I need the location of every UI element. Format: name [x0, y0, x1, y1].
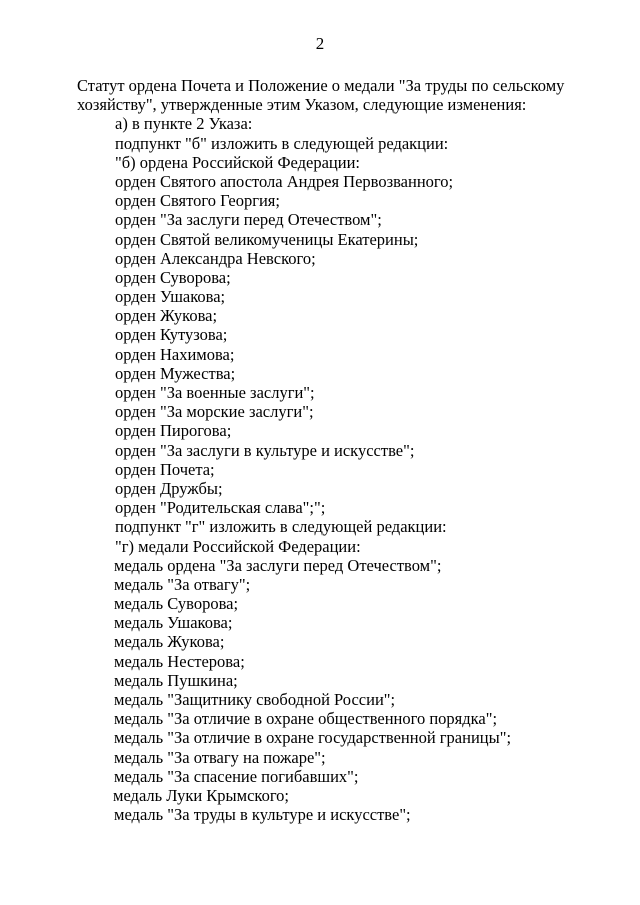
order-item: орден Мужества;: [115, 363, 236, 383]
medal-item: медаль Луки Крымского;: [113, 785, 290, 805]
order-item: орден Почета;: [115, 459, 215, 479]
medal-item: медаль "За труды в культуре и искусстве";: [114, 805, 411, 825]
medal-item: медаль "За отвагу";: [114, 574, 251, 594]
order-item: орден "За заслуги перед Отечеством";: [115, 210, 382, 230]
intro-line: Статут ордена Почета и Положение о медали "За труды по сельскому: [77, 76, 565, 95]
page-number: 2: [315, 34, 325, 53]
order-item: орден Александра Невского;: [115, 248, 316, 268]
medal-item: медаль "За отличие в охране общественного порядка";: [114, 709, 498, 729]
order-item: орден Кутузова;: [115, 325, 228, 345]
medal-item: медаль "Защитнику свободной России";: [114, 690, 396, 709]
medals-list-title: "г) медали Российской Федерации:: [115, 536, 361, 556]
document-body: [0, 76, 640, 824]
order-item: орден "Родительская слава";";: [115, 498, 326, 518]
medal-item: медаль "За отвагу на пожаре";: [114, 747, 326, 767]
medal-item: медаль Жукова;: [114, 632, 225, 652]
order-item: орден Нахимова;: [115, 344, 235, 364]
medal-item: медаль Ушакова;: [114, 613, 233, 633]
medal-item: медаль Пушкина;: [114, 670, 238, 690]
medal-item: медаль ордена "За заслуги перед Отечеством";: [114, 555, 442, 575]
subpoint-g-heading: подпункт "г" изложить в следующей редакции:: [115, 517, 447, 537]
subpoint-b-heading: подпункт "б" изложить в следующей редакции:: [115, 133, 449, 153]
order-item: орден Святого апостола Андрея Первозванного;: [115, 171, 454, 191]
orders-list: [0, 172, 640, 517]
order-item: орден "За морские заслуги";: [115, 402, 314, 422]
intro-line: хозяйству", утвержденные этим Указом, следующие изменения:: [77, 95, 527, 115]
medal-item: медаль Суворова;: [114, 594, 239, 614]
order-item: орден "За военные заслуги";: [115, 383, 315, 402]
medal-item: медаль "За спасение погибавших";: [114, 766, 359, 786]
order-item: орден Дружбы;: [115, 478, 223, 498]
medal-item: медаль "За отличие в охране государственной границы";: [114, 728, 512, 748]
orders-list-title: "б) ордена Российской Федерации:: [115, 152, 360, 172]
order-item: орден Святого Георгия;: [115, 191, 280, 211]
order-item: орден Ушакова;: [115, 287, 226, 307]
medal-item: медаль Нестерова;: [114, 651, 245, 671]
order-item: орден Суворова;: [115, 267, 231, 287]
order-item: орден Святой великомученицы Екатерины;: [115, 229, 419, 249]
order-item: орден Жукова;: [115, 306, 218, 326]
item-a-heading: а) в пункте 2 Указа:: [115, 114, 253, 134]
order-item: орден Пирогова;: [115, 421, 232, 441]
medals-list: [0, 556, 640, 825]
order-item: орден "За заслуги в культуре и искусстве";: [115, 440, 415, 460]
